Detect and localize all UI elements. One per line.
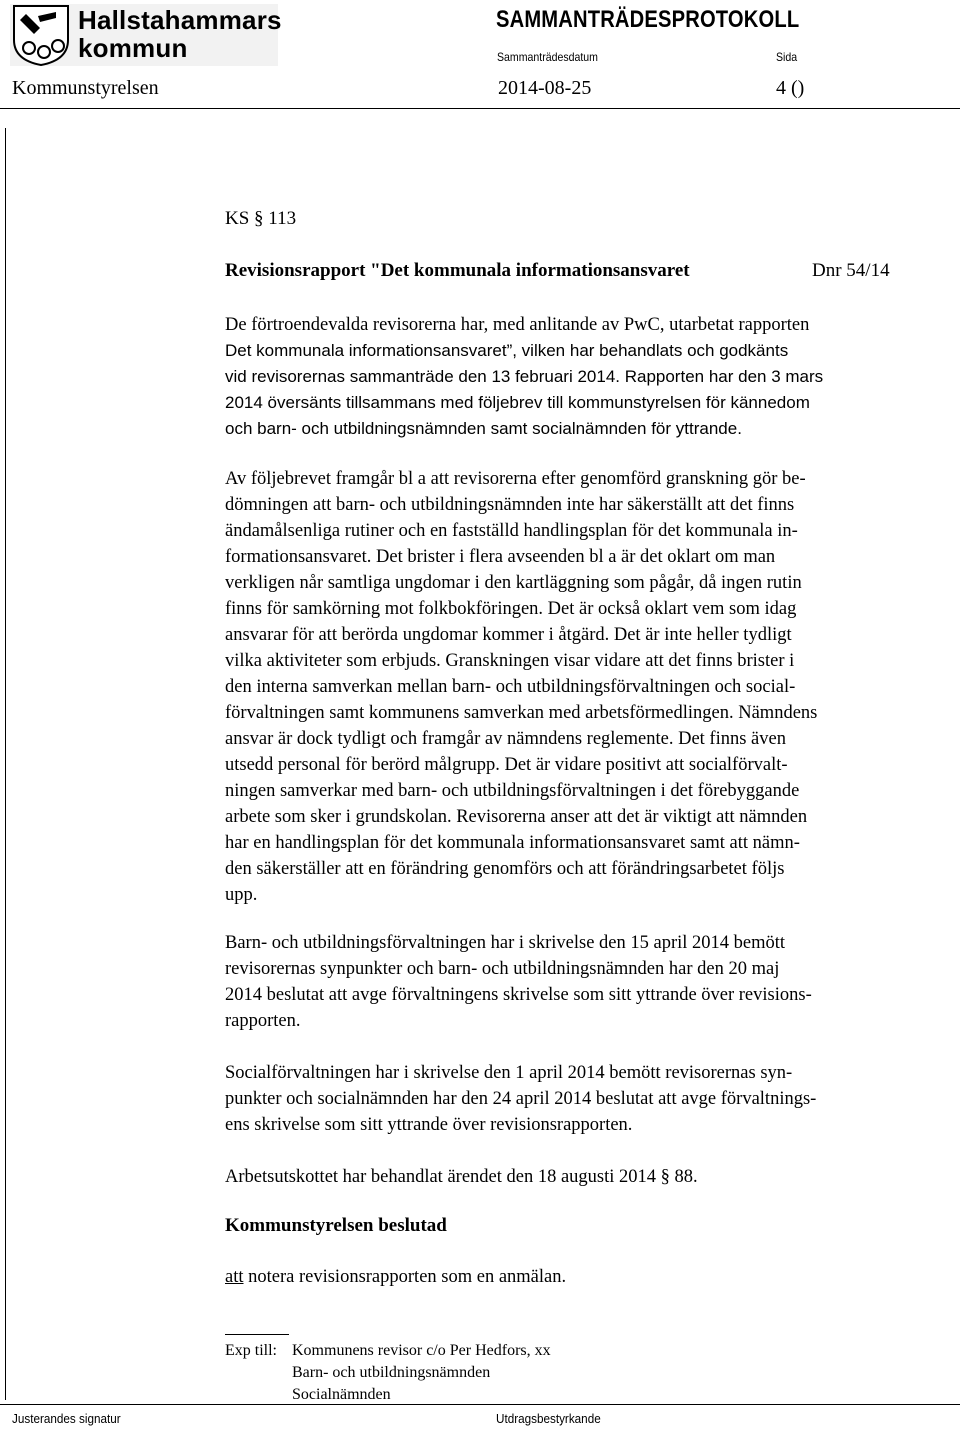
distribution-rule bbox=[225, 1334, 289, 1335]
decision-heading: Kommunstyrelsen beslutad bbox=[225, 1215, 447, 1236]
paragraph-line: ningen samverkar med barn- och utbildningsförvaltningen i det förebyggande bbox=[225, 781, 800, 801]
paragraph-line: ändamålsenliga rutiner och en fastställd handlingsplan för det kommunala in- bbox=[225, 521, 798, 541]
paragraph-line: Arbetsutskottet har behandlat ärendet den 18 augusti 2014 § 88. bbox=[225, 1167, 698, 1187]
paragraph-line: 2014 översänts tillsammans med följebrev till kommunstyrelsen för kännedom bbox=[225, 393, 810, 412]
paragraph-line: ansvarar för att berörda ungdomar kommer i åtgärd. Det är inte heller tydligt bbox=[225, 625, 792, 645]
meeting-date: 2014-08-25 bbox=[498, 77, 592, 99]
organization-name bbox=[78, 6, 282, 62]
paragraph-line: Socialförvaltningen har i skrivelse den 1 april 2014 bemött revisorernas syn- bbox=[225, 1063, 793, 1083]
distribution-recipient: Socialnämnden bbox=[292, 1386, 391, 1403]
decision-body: notera revisionsrapporten som en anmälan. bbox=[243, 1267, 567, 1287]
signature-label: Justerandes signatur bbox=[12, 1411, 121, 1426]
distribution-recipient: Barn- och utbildningsnämnden bbox=[292, 1364, 491, 1381]
paragraph-line: vilka aktiviteter som erbjuds. Granskningen visar vidare att det finns brister i bbox=[225, 651, 795, 671]
paragraph-line: revisorernas synpunkter och barn- och utbildningsnämnden har den 20 maj bbox=[225, 959, 780, 979]
document-title: SAMMANTRÄDESPROTOKOLL bbox=[496, 6, 800, 33]
paragraph-line: förvaltningen samt kommunens samverkan med arbetsförmedlingen. Nämndens bbox=[225, 703, 818, 723]
committee-name: Kommunstyrelsen bbox=[12, 77, 159, 99]
page-number: 4 () bbox=[776, 77, 805, 99]
paragraph-line: Barn- och utbildningsförvaltningen har i skrivelse den 15 april 2014 bemött bbox=[225, 933, 786, 953]
paragraph-line: punkter och socialnämnden har den 24 april 2014 beslutat att avge förvaltnings- bbox=[225, 1089, 817, 1109]
decision-att: att bbox=[225, 1267, 244, 1287]
paragraph-line: dömningen att barn- och utbildningsnämnden inte har säkerställt att det finns bbox=[225, 495, 795, 515]
paragraph-5 bbox=[225, 1164, 960, 1190]
paragraph-4 bbox=[225, 1060, 960, 1138]
extract-certification-label: Utdragsbestyrkande bbox=[496, 1411, 601, 1426]
case-number: KS § 113 bbox=[225, 208, 297, 229]
case-title: Revisionsrapport "Det kommunala informationsansvaret bbox=[225, 260, 690, 281]
paragraph-line: finns för samkörning mot folkbokföringen. Det är också oklart vem som idag bbox=[225, 599, 797, 619]
paragraph-line: rapporten. bbox=[225, 1011, 301, 1031]
paragraph-line: Det kommunala informationsansvaret”, vilken har behandlats och godkänts bbox=[225, 341, 789, 360]
paragraph-line: formationsansvaret. Det brister i flera avseenden bl a är det oklart om man bbox=[225, 547, 776, 567]
paragraph-line: De förtroendevalda revisorerna har, med anlitande av PwC, utarbetat rapporten bbox=[225, 315, 810, 335]
paragraph-3 bbox=[225, 930, 960, 1034]
paragraph-line: utsedd personal för berörd målgrupp. Det är vidare positivt att socialförvalt- bbox=[225, 755, 788, 775]
paragraph-line: Av följebrevet framgår bl a att revisorerna efter genomförd granskning gör be- bbox=[225, 469, 806, 489]
meeting-date-label: Sammanträdesdatum bbox=[497, 50, 598, 64]
distribution-recipient: Kommunens revisor c/o Per Hedfors, xx bbox=[292, 1342, 551, 1359]
paragraph-line: 2014 beslutat att avge förvaltningens skrivelse som sitt yttrande över revisions- bbox=[225, 985, 812, 1005]
footer-divider bbox=[0, 1404, 960, 1405]
organization-name-line1: Hallstahammars bbox=[78, 5, 282, 35]
margin-rule bbox=[5, 128, 6, 1400]
paragraph-line: den säkerställer att en förändring genomförs och att förändringsarbetet följs bbox=[225, 859, 785, 879]
decision-text bbox=[225, 1267, 566, 1288]
paragraph-1 bbox=[225, 312, 960, 442]
page-label: Sida bbox=[776, 50, 798, 64]
paragraph-line: upp. bbox=[225, 885, 258, 905]
paragraph-line: ens skrivelse som sitt yttrande över revisionsrapporten. bbox=[225, 1115, 633, 1135]
paragraph-line: ansvar är dock tydligt och framgår av nämndens reglemente. Det finns även bbox=[225, 729, 786, 749]
paragraph-line: har en handlingsplan för det kommunala informationsansvaret samt att nämn- bbox=[225, 833, 800, 853]
paragraph-line: arbete som sker i grundskolan. Revisorerna anser att det är viktigt att nämnden bbox=[225, 807, 808, 827]
diary-number: Dnr 54/14 bbox=[812, 260, 890, 281]
paragraph-line: och barn- och utbildningsnämnden samt socialnämnden för yttrande. bbox=[225, 419, 742, 438]
paragraph-line: vid revisorernas sammanträde den 13 februari 2014. Rapporten har den 3 mars bbox=[225, 367, 824, 386]
header-divider bbox=[0, 108, 960, 109]
organization-name-line2: kommun bbox=[78, 33, 188, 63]
paragraph-line: verkligen når samtliga ungdomar i den kartläggning som pågår, då ingen rutin bbox=[225, 573, 802, 593]
paragraph-2 bbox=[225, 466, 960, 908]
paragraph-line: den interna samverkan mellan barn- och utbildningsförvaltningen och social- bbox=[225, 677, 796, 697]
distribution-label: Exp till: bbox=[225, 1342, 277, 1359]
